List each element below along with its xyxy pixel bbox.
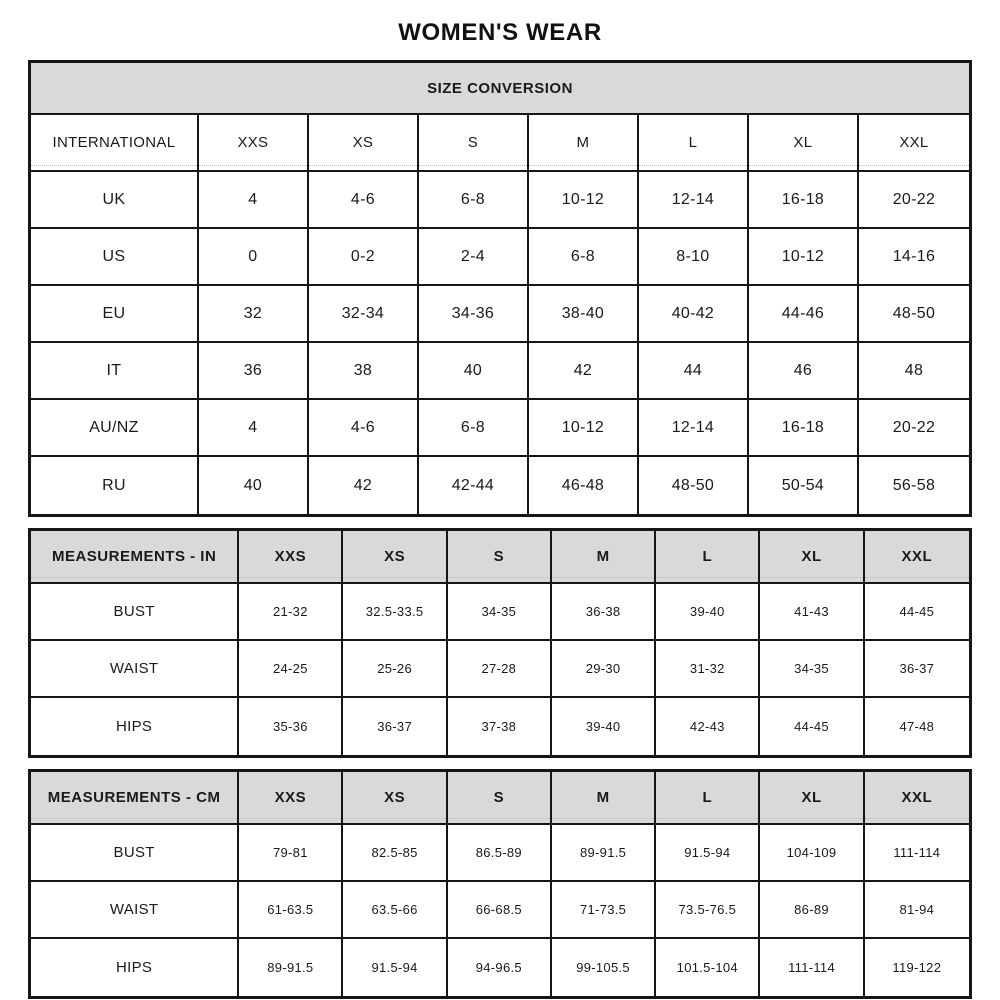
table-cell: 12-14	[639, 172, 749, 229]
table-row-waist	[31, 641, 969, 698]
table-cell: 6-8	[419, 400, 529, 457]
row-label: US	[31, 229, 199, 286]
table-row-hips	[31, 698, 969, 755]
table-cell: 119-122	[892, 960, 942, 975]
table-cell: 0-2	[309, 229, 419, 286]
table-cell: 48	[859, 343, 969, 400]
table-cell: 63.5-66	[343, 882, 447, 939]
table-cell: 31-32	[656, 641, 760, 698]
table-cell: 2-4	[419, 229, 529, 286]
table-cell: 38-40	[529, 286, 639, 343]
table-cell: 27-28	[448, 641, 552, 698]
table-row-us	[31, 229, 969, 286]
size-header-l: L	[639, 115, 749, 172]
table-cell: 73.5-76.5	[656, 882, 760, 939]
table-cell: 6-8	[529, 229, 639, 286]
table-row-uk	[31, 172, 969, 229]
row-label: HIPS	[31, 698, 239, 755]
table-cell: 86.5-89	[448, 825, 552, 882]
table-cell: 37-38	[448, 698, 552, 755]
row-label: AU/NZ	[31, 400, 199, 457]
table-header-row	[31, 531, 969, 584]
table-cell: 42-43	[656, 698, 760, 755]
table-cell: 21-32	[239, 584, 343, 641]
table-cell: 48-50	[859, 286, 969, 343]
table-cell: 36	[199, 343, 309, 400]
table-cell: 40	[419, 343, 529, 400]
table-cell: 46-48	[529, 457, 639, 514]
size-header-xxs: XXS	[239, 772, 343, 825]
size-header-xs: XS	[309, 115, 419, 172]
table-cell: 29-30	[552, 641, 656, 698]
table-title: MEASUREMENTS - IN	[31, 531, 239, 584]
table-header-row	[31, 115, 969, 172]
table-cell: 66-68.5	[448, 882, 552, 939]
row-label: RU	[31, 457, 199, 514]
table-cell: 40	[199, 457, 309, 514]
row-label: UK	[31, 172, 199, 229]
table-row-bust	[31, 825, 969, 882]
table-cell: 42	[529, 343, 639, 400]
table-cell: 4	[199, 400, 309, 457]
table-cell: 40-42	[639, 286, 749, 343]
size-header-xxs: XXS	[239, 531, 343, 584]
table-cell: 56-58	[892, 476, 936, 494]
table-cell: 41-43	[760, 584, 864, 641]
table-cell: 81-94	[865, 882, 969, 939]
header-label: INTERNATIONAL	[31, 115, 199, 172]
size-header-m: M	[529, 115, 639, 172]
table-cell: 24-25	[239, 641, 343, 698]
size-header-s: S	[419, 115, 529, 172]
size-header-xxl: XXL	[865, 531, 969, 584]
table-cell: 91.5-94	[343, 939, 447, 996]
table-cell: 0	[199, 229, 309, 286]
table-cell: 71-73.5	[552, 882, 656, 939]
row-label: WAIST	[31, 641, 239, 698]
size-conversion-table	[28, 60, 972, 517]
size-header-xl: XL	[749, 115, 859, 172]
table-cell: 94-96.5	[448, 939, 552, 996]
table-cell: 48-50	[639, 457, 749, 514]
row-label: HIPS	[31, 939, 239, 996]
table-cell: 6-8	[419, 172, 529, 229]
table-cell: 91.5-94	[656, 825, 760, 882]
table-cell: 39-40	[656, 584, 760, 641]
size-header-xxl: XXL	[859, 115, 969, 172]
table-cell: 44-46	[749, 286, 859, 343]
table-title-row	[31, 63, 969, 115]
table-cell: 36-37	[865, 641, 969, 698]
size-header-m: M	[552, 531, 656, 584]
table-row-eu	[31, 286, 969, 343]
table-cell: 4	[199, 172, 309, 229]
table-cell: 86-89	[760, 882, 864, 939]
table-row-aunz	[31, 400, 969, 457]
table-cell: 82.5-85	[343, 825, 447, 882]
table-title: SIZE CONVERSION	[31, 63, 969, 115]
table-cell: 79-81	[239, 825, 343, 882]
table-cell: 50-54	[749, 457, 859, 514]
table-cell: 10-12	[529, 172, 639, 229]
table-cell: 10-12	[749, 229, 859, 286]
size-header-m: M	[552, 772, 656, 825]
row-label: EU	[31, 286, 199, 343]
table-header-row	[31, 772, 969, 825]
table-cell: 38	[309, 343, 419, 400]
table-cell: 4-6	[309, 400, 419, 457]
table-cell: 34-35	[448, 584, 552, 641]
page-title: WOMEN'S WEAR	[398, 19, 602, 46]
size-header-s: S	[448, 772, 552, 825]
size-header-l: L	[656, 531, 760, 584]
size-header-l: L	[656, 772, 760, 825]
table-cell: 34-35	[760, 641, 864, 698]
table-cell: 101.5-104	[656, 939, 760, 996]
table-cell: 34-36	[419, 286, 529, 343]
table-cell: 44-45	[865, 584, 969, 641]
table-cell: 14-16	[859, 229, 969, 286]
table-row-waist	[31, 882, 969, 939]
table-cell: 39-40	[552, 698, 656, 755]
table-row-ru	[31, 457, 969, 514]
row-label: WAIST	[31, 882, 239, 939]
measurements-cm-table	[28, 769, 972, 999]
row-label: IT	[31, 343, 199, 400]
table-cell: 10-12	[529, 400, 639, 457]
table-cell: 16-18	[749, 400, 859, 457]
row-label: BUST	[31, 825, 239, 882]
table-cell: 111-114	[760, 939, 864, 996]
table-cell: 32	[199, 286, 309, 343]
table-cell: 12-14	[639, 400, 749, 457]
row-label: BUST	[31, 584, 239, 641]
table-cell: 4-6	[309, 172, 419, 229]
table-cell: 42	[309, 457, 419, 514]
table-row-it	[31, 343, 969, 400]
table-cell: 8-10	[639, 229, 749, 286]
table-cell: 20-22	[859, 400, 969, 457]
table-row-bust	[31, 584, 969, 641]
size-header-s: S	[448, 531, 552, 584]
size-header-xxl: XXL	[865, 772, 969, 825]
table-cell: 36-37	[343, 698, 447, 755]
table-cell: 104-109	[760, 825, 864, 882]
table-cell: 32-34	[309, 286, 419, 343]
measurements-in-table	[28, 528, 972, 758]
size-header-xxs: XXS	[199, 115, 309, 172]
table-cell: 47-48	[899, 719, 935, 734]
table-cell: 44	[639, 343, 749, 400]
table-cell: 46	[749, 343, 859, 400]
table-row-hips	[31, 939, 969, 996]
table-cell: 16-18	[749, 172, 859, 229]
table-cell: 61-63.5	[239, 882, 343, 939]
size-header-xs: XS	[343, 531, 447, 584]
size-header-xs: XS	[343, 772, 447, 825]
size-header-xl: XL	[760, 531, 864, 584]
size-header-xl: XL	[760, 772, 864, 825]
table-cell: 42-44	[419, 457, 529, 514]
table-cell: 89-91.5	[239, 939, 343, 996]
table-cell: 20-22	[859, 172, 969, 229]
table-cell: 111-114	[865, 825, 969, 882]
table-cell: 44-45	[760, 698, 864, 755]
table-cell: 99-105.5	[552, 939, 656, 996]
table-cell: 36-38	[552, 584, 656, 641]
table-cell: 89-91.5	[552, 825, 656, 882]
table-cell: 35-36	[239, 698, 343, 755]
table-cell: 32.5-33.5	[343, 584, 447, 641]
table-cell: 25-26	[343, 641, 447, 698]
table-title: MEASUREMENTS - CM	[31, 772, 239, 825]
